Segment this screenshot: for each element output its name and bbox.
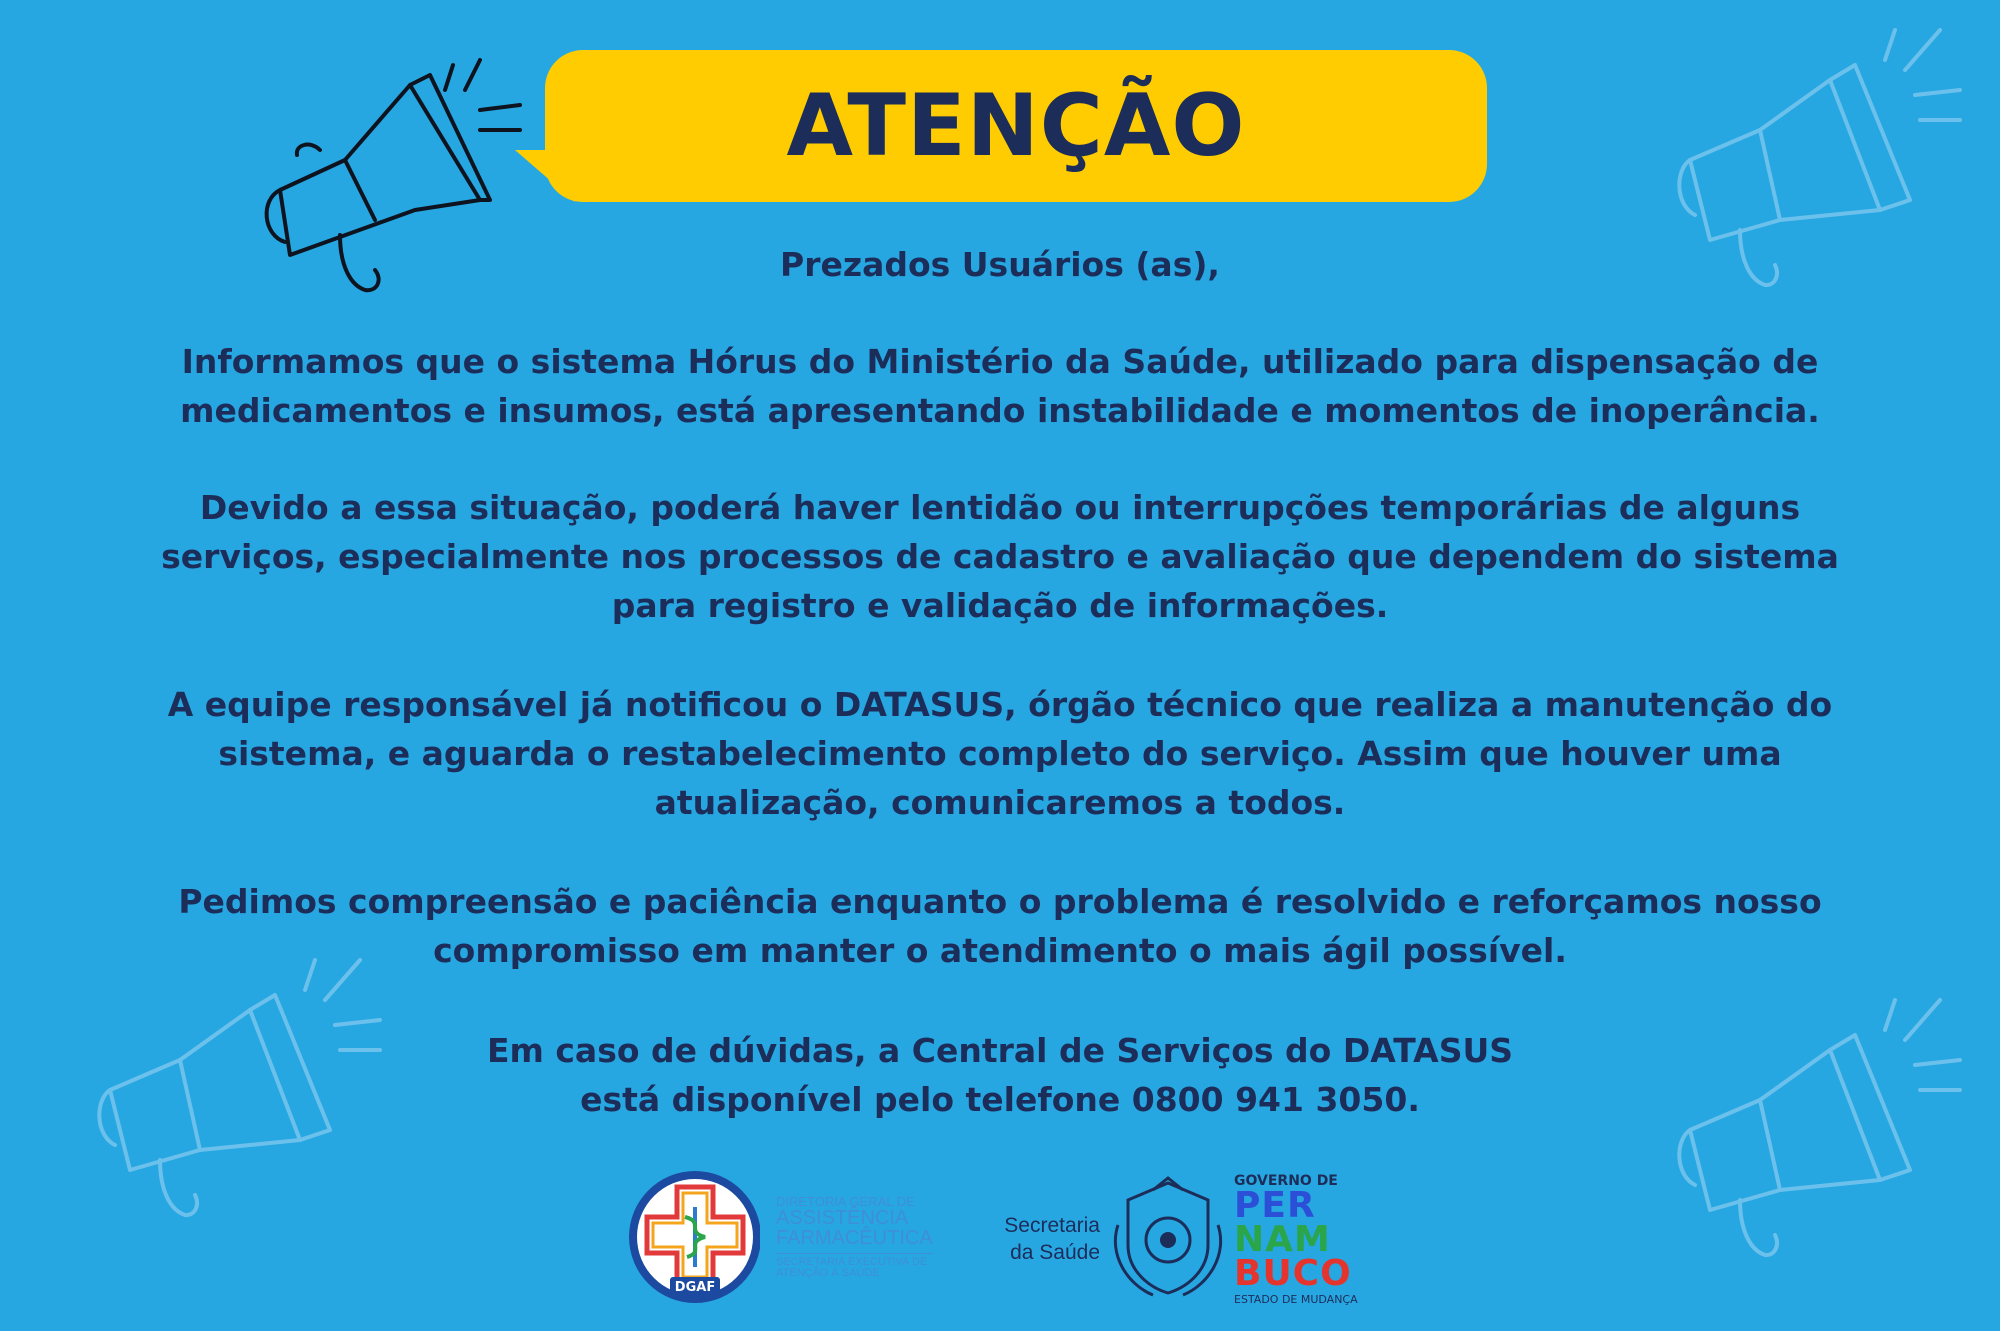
greeting-text: Prezados Usuários (as), — [780, 245, 1220, 284]
paragraph-line: serviços, especialmente nos processos de cadastro e avaliação que dependem do sistema — [161, 537, 1839, 576]
governo-pernambuco-logo — [1234, 1173, 1394, 1306]
paragraph-line: Pedimos compreensão e paciência enquanto o problema é resolvido e reforçamos nosso — [178, 882, 1822, 921]
paragraph-line: sistema, e aguarda o restabelecimento completo do serviço. Assim que houver uma — [218, 734, 1782, 773]
dgaf-badge-text: DGAF — [674, 1280, 716, 1295]
paragraph-3 — [150, 680, 1850, 827]
governo-line3: NAM — [1234, 1219, 1331, 1260]
paragraph-line: Devido a essa situação, poderá haver lentidão ou interrupções temporárias de alguns — [199, 488, 1801, 527]
paragraph-line: para registro e validação de informações. — [611, 586, 1389, 625]
paragraph-line: Em caso de dúvidas, a Central de Serviços do DATASUS — [486, 1031, 1514, 1070]
governo-line4: BUCO — [1234, 1253, 1352, 1294]
paragraph-line: medicamentos e insumos, está apresentando instabilidade e momentos de inoperância. — [180, 391, 1820, 430]
paragraph-line: A equipe responsável já notificou o DATASUS, órgão técnico que realiza a manutenção do — [167, 685, 1833, 724]
dgaf-line5: ATENÇÃO À SAÚDE — [776, 1267, 880, 1279]
dgaf-line2: ASSISTÊNCIA — [776, 1207, 909, 1229]
governo-line2: PER — [1234, 1185, 1316, 1226]
paragraph-line: está disponível pelo telefone 0800 941 3050. — [580, 1080, 1420, 1119]
page-title: ATENÇÃO — [786, 76, 1246, 176]
dgaf-line4: SECRETARIA EXECUTIVA DE — [776, 1253, 933, 1268]
paragraph-line: compromisso em manter o atendimento o mais ágil possível. — [433, 931, 1567, 970]
dgaf-line1: DIRETORIA GERAL DE — [776, 1194, 915, 1209]
dgaf-logo-icon — [625, 1167, 760, 1307]
secretaria-line2: da Saúde — [1010, 1241, 1100, 1264]
paragraph-line: atualização, comunicaremos a todos. — [654, 783, 1346, 822]
paragraph-line: Informamos que o sistema Hórus do Ministério da Saúde, utilizado para dispensação de — [181, 342, 1819, 381]
pernambuco-seal-icon — [1108, 1175, 1228, 1300]
dgaf-line3: FARMACÊUTICA — [776, 1227, 933, 1249]
paragraph-4 — [150, 877, 1850, 975]
dgaf-name — [776, 1195, 933, 1279]
greeting — [150, 240, 1850, 289]
paragraph-5 — [150, 1026, 1850, 1124]
governo-line1: GOVERNO DE — [1234, 1173, 1338, 1189]
paragraph-2 — [150, 483, 1850, 630]
governo-line5: ESTADO DE MUDANÇA — [1234, 1293, 1358, 1306]
secretaria-saude-label — [960, 1212, 1100, 1266]
secretaria-line1: Secretaria — [1004, 1214, 1100, 1237]
paragraph-1 — [150, 337, 1850, 435]
